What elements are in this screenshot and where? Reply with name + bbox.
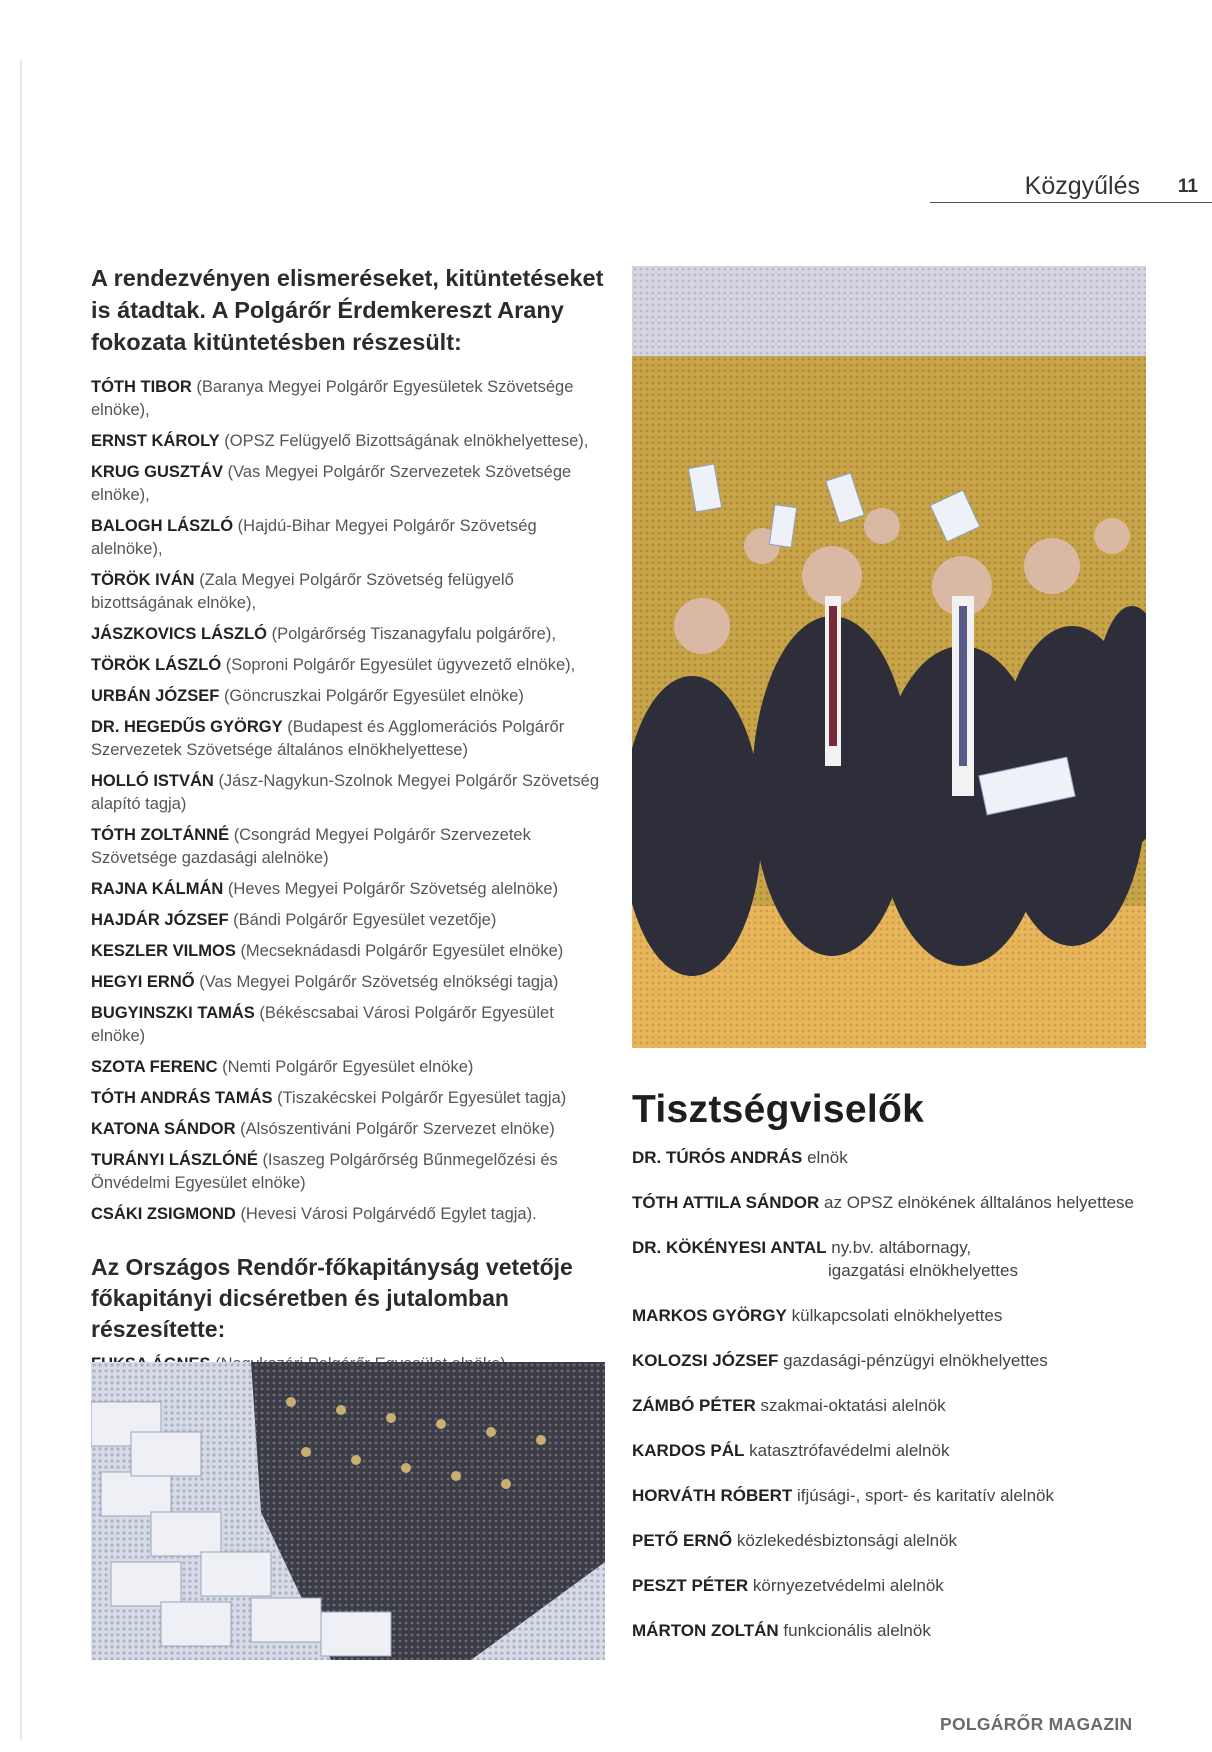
- person-role: katasztrófavédelmi alelnök: [749, 1441, 950, 1460]
- person-description: (Békéscsabai Városi Polgárőr Egyesület elnöke): [91, 1004, 554, 1045]
- person-name: HORVÁTH RÓBERT: [632, 1486, 793, 1505]
- person-name: TÖRÖK IVÁN: [91, 571, 195, 589]
- official-entry: [632, 1191, 1192, 1214]
- person-description: (OPSZ Felügyelő Bizottságának elnökhelyettese),: [224, 432, 589, 450]
- award-entry: [91, 430, 611, 453]
- person-role: funkcionális alelnök: [783, 1621, 931, 1640]
- official-entry: [632, 1439, 1192, 1462]
- person-role: külkapcsolati elnökhelyettes: [791, 1306, 1003, 1325]
- person-role-line2: igazgatási elnökhelyettes: [828, 1261, 1018, 1280]
- official-entry: [632, 1529, 1192, 1552]
- officials-title: Tisztségviselők: [632, 1088, 925, 1131]
- person-description: (Heves Megyei Polgárőr Szövetség alelnöke): [227, 880, 559, 898]
- page-header: [930, 172, 1212, 203]
- award-entry: [91, 940, 611, 963]
- award-entry: [91, 1149, 611, 1195]
- person-role: az OPSZ elnökének álltalános helyettese: [824, 1193, 1134, 1212]
- person-name: CSÁKI ZSIGMOND: [91, 1205, 236, 1223]
- person-name: HOLLÓ ISTVÁN: [91, 772, 214, 790]
- award-entry: [91, 515, 611, 561]
- person-description: (Soproni Polgárőr Egyesület ügyvezető elnöke),: [225, 656, 576, 674]
- person-name: HEGYI ERNŐ: [91, 973, 195, 991]
- person-name: DR. HEGEDŰS GYÖRGY: [91, 718, 283, 736]
- person-name: KRUG GUSZTÁV: [91, 463, 223, 481]
- official-entry: [632, 1304, 1192, 1327]
- person-name: ERNST KÁROLY: [91, 432, 220, 450]
- person-description: (Vas Megyei Polgárőr Szövetség elnökségi tagja): [199, 973, 559, 991]
- person-name: KATONA SÁNDOR: [91, 1120, 236, 1138]
- person-name: RAJNA KÁLMÁN: [91, 880, 224, 898]
- person-name: JÁSZKOVICS LÁSZLÓ: [91, 625, 268, 643]
- award-entry: [91, 971, 611, 994]
- person-name: TÓTH ANDRÁS TAMÁS: [91, 1089, 273, 1107]
- awardee-list: [91, 376, 611, 1226]
- person-name: BALOGH LÁSZLÓ: [91, 517, 234, 535]
- person-description: (Nemti Polgárőr Egyesület elnöke): [222, 1058, 474, 1076]
- scan-edge: [20, 60, 22, 1740]
- page-number: 11: [1177, 176, 1198, 197]
- right-column: [632, 1088, 1192, 1664]
- official-entry: [632, 1146, 1192, 1169]
- person-name: SZOTA FERENC: [91, 1058, 218, 1076]
- person-role: gazdasági-pénzügyi elnökhelyettes: [783, 1351, 1048, 1370]
- person-name: MÁRTON ZOLTÁN: [632, 1621, 779, 1640]
- person-description: (Polgárőrség Tiszanagyfalu polgárőre),: [271, 625, 556, 643]
- person-name: KESZLER VILMOS: [91, 942, 236, 960]
- official-entry: [632, 1236, 1192, 1282]
- left-column: [91, 262, 611, 1446]
- award-entry: [91, 623, 611, 646]
- person-role: elnök: [807, 1148, 848, 1167]
- medals-illustration: [91, 1362, 605, 1660]
- person-description: (Isaszeg Polgárőrség Bűnmegelőzési és Önvédelmi Egyesület elnöke): [91, 1151, 558, 1192]
- person-description: (Tiszakécskei Polgárőr Egyesület tagja): [277, 1089, 567, 1107]
- award-entry: [91, 1087, 611, 1110]
- person-name: ZÁMBÓ PÉTER: [632, 1396, 756, 1415]
- person-role: közlekedésbiztonsági alelnök: [736, 1531, 958, 1550]
- magazine-footer: POLGÁRŐR MAGAZIN: [940, 1714, 1133, 1734]
- person-description: (Hajdú-Bihar Megyei Polgárőr Szövetség alelnöke),: [91, 517, 537, 558]
- person-name: MARKOS GYÖRGY: [632, 1306, 787, 1325]
- person-description: (Csongrád Megyei Polgárőr Szervezetek Szövetsége gazdasági alelnöke): [91, 826, 531, 867]
- award-entry: [91, 569, 611, 615]
- person-description: (Vas Megyei Polgárőr Szervezetek Szövetsége elnöke),: [91, 463, 572, 504]
- person-name: DR. KÖKÉNYESI ANTAL: [632, 1238, 827, 1257]
- person-name: HAJDÁR JÓZSEF: [91, 911, 229, 929]
- official-entry: [632, 1394, 1192, 1417]
- person-description: (Budapest és Agglomerációs Polgárőr Szervezetek Szövetsége általános elnökhelyettese): [91, 718, 565, 759]
- assembly-illustration: [632, 266, 1146, 1048]
- award-entry: [91, 909, 611, 932]
- praise-heading: Az Országos Rendőr-főkapitányság vetetője főkapitányi dicséretben és jutalomban részesítette:: [91, 1254, 573, 1342]
- award-entry: [91, 1203, 611, 1226]
- person-name: TÓTH TIBOR: [91, 378, 192, 396]
- person-description: (Alsószentiváni Polgárőr Szervezet elnöke): [240, 1120, 555, 1138]
- official-entry: [632, 1484, 1192, 1507]
- person-role: ifjúsági-, sport- és karitatív alelnök: [796, 1486, 1054, 1505]
- award-entry: [91, 376, 611, 422]
- person-description: (Hevesi Városi Polgárvédő Egylet tagja).: [240, 1205, 537, 1223]
- award-entry: [91, 878, 611, 901]
- award-entry: [91, 1118, 611, 1141]
- person-description: (Jász-Nagykun-Szolnok Megyei Polgárőr Szövetség alapító tagja): [91, 772, 600, 813]
- official-entry: [632, 1349, 1192, 1372]
- person-name: URBÁN JÓZSEF: [91, 687, 220, 705]
- person-name: TÖRÖK LÁSZLÓ: [91, 656, 222, 674]
- person-name: KOLOZSI JÓZSEF: [632, 1351, 779, 1370]
- person-description: (Baranya Megyei Polgárőr Egyesületek Szövetsége elnöke),: [91, 378, 574, 419]
- award-entry: [91, 654, 611, 677]
- person-description: (Mecseknádasdi Polgárőr Egyesület elnöke): [240, 942, 564, 960]
- person-name: TÓTH ZOLTÁNNÉ: [91, 826, 230, 844]
- person-name: TÓTH ATTILA SÁNDOR: [632, 1193, 820, 1212]
- person-name: PETŐ ERNŐ: [632, 1531, 733, 1550]
- award-entry: [91, 1002, 611, 1048]
- official-entry: [632, 1619, 1192, 1642]
- person-name: DR. TÚRÓS ANDRÁS: [632, 1148, 803, 1167]
- award-entry: [91, 685, 611, 708]
- person-name: PESZT PÉTER: [632, 1576, 749, 1595]
- officials-list: [632, 1146, 1192, 1642]
- award-entry: [91, 1056, 611, 1079]
- person-role: ny.bv. altábornagy,: [831, 1238, 972, 1257]
- person-role: szakmai-oktatási alelnök: [760, 1396, 946, 1415]
- section-title: Közgyűlés: [1024, 172, 1140, 200]
- person-name: KARDOS PÁL: [632, 1441, 745, 1460]
- person-description: (Bándi Polgárőr Egyesület vezetője): [233, 911, 497, 929]
- person-role: környezetvédelmi alelnök: [752, 1576, 944, 1595]
- awards-intro: A rendezvényen elismeréseket, kitüntetéseket is átadtak. A Polgárőr Érdemkereszt Arany fokozata kitüntetésben részesült:: [91, 265, 604, 355]
- person-name: BUGYINSZKI TAMÁS: [91, 1004, 255, 1022]
- person-description: (Zala Megyei Polgárőr Szövetség felügyelő bizottságának elnöke),: [91, 571, 514, 612]
- person-name: TURÁNYI LÁSZLÓNÉ: [91, 1151, 258, 1169]
- award-entry: [91, 461, 611, 507]
- award-entry: [91, 716, 611, 762]
- award-entry: [91, 770, 611, 816]
- award-entry: [91, 824, 611, 870]
- medals-photo: [91, 1362, 605, 1660]
- official-entry: [632, 1574, 1192, 1597]
- person-description: (Göncruszkai Polgárőr Egyesület elnöke): [223, 687, 524, 705]
- assembly-photo: [632, 266, 1146, 1048]
